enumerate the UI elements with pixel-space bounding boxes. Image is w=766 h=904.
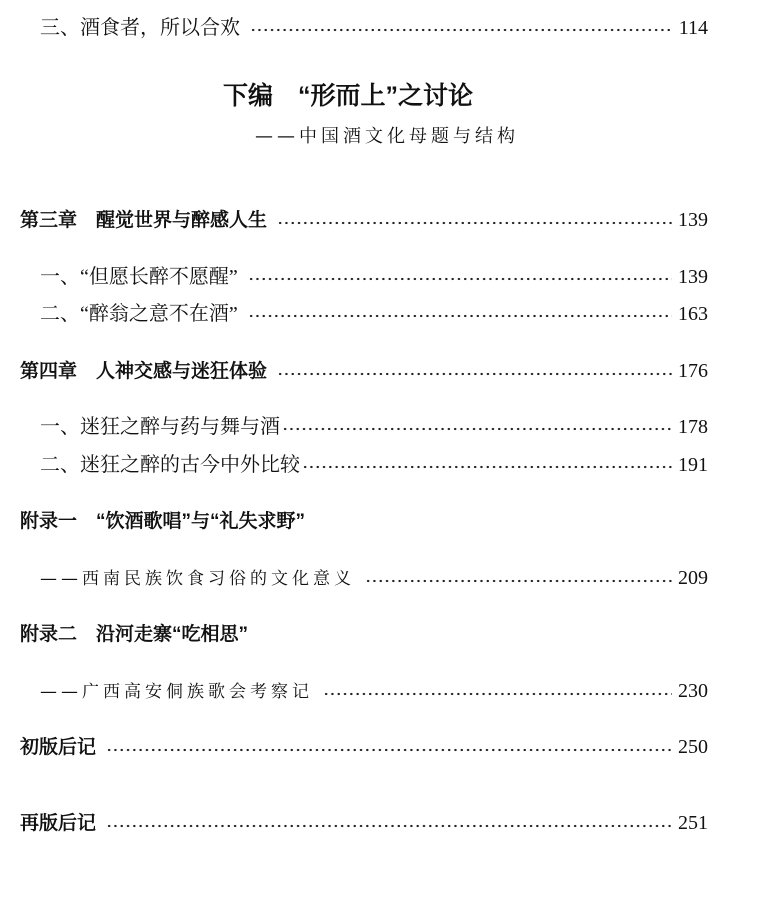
dot-leader: [282, 427, 672, 431]
toc-entry[interactable]: [40, 678, 708, 705]
dot-leader: [302, 465, 672, 469]
dot-leader: [250, 28, 673, 32]
toc-entry-page: 230: [678, 680, 708, 702]
toc-entry[interactable]: [40, 15, 708, 41]
dot-leader: [277, 221, 672, 225]
toc-entry[interactable]: [40, 565, 708, 592]
toc-entry-subtitle: ——西南民族饮食习俗的文化意义: [40, 569, 355, 589]
toc-entry-label: 二、迷狂之醉的古今中外比较: [40, 454, 300, 476]
toc-chapter-3[interactable]: [20, 207, 708, 234]
toc-chapter-4[interactable]: [20, 358, 708, 385]
toc-entry[interactable]: [40, 264, 708, 290]
dot-leader: [323, 692, 672, 696]
dot-leader: [365, 579, 672, 583]
toc-entry-page: 178: [678, 416, 708, 438]
toc-entry-page: 176: [678, 360, 708, 382]
toc-entry-page: 139: [678, 209, 708, 231]
dot-leader: [106, 824, 672, 828]
toc-entry[interactable]: [40, 452, 708, 478]
toc-entry-page: 191: [678, 454, 708, 476]
toc-entry-label: 一、迷狂之醉与药与舞与酒: [40, 416, 280, 438]
toc-entry-page: 163: [678, 303, 708, 325]
toc-entry-page: 139: [678, 266, 708, 288]
toc-entry-label: 附录二 沿河走寨“吃相思”: [20, 624, 249, 645]
toc-entry-page: 251: [678, 812, 708, 834]
toc-entry-label: 第三章 醒觉世界与醉感人生: [20, 210, 268, 231]
toc-entry-label: 三、酒食者，所以合欢: [40, 17, 240, 39]
part-subtitle: ——中国酒文化母题与结构: [255, 126, 519, 147]
toc-entry-label: 二、“醉翁之意不在酒”: [40, 303, 238, 325]
toc-entry[interactable]: [40, 414, 708, 440]
dot-leader: [277, 372, 672, 376]
toc-afterword-first[interactable]: [20, 734, 708, 761]
toc-entry-page: 114: [678, 17, 708, 39]
toc-entry-label: 附录一 “饮酒歌唱”与“礼失求野”: [20, 511, 306, 532]
dot-leader: [106, 748, 672, 752]
toc-appendix-1[interactable]: [20, 509, 708, 535]
toc-entry-page: 250: [678, 736, 708, 758]
toc-entry-label: 一、“但愿长醉不愿醒”: [40, 266, 238, 288]
toc-entry-label: 第四章 人神交感与迷狂体验: [20, 361, 268, 382]
toc-afterword-second[interactable]: [20, 810, 708, 837]
dot-leader: [248, 314, 672, 318]
toc-entry[interactable]: [40, 301, 708, 327]
toc-appendix-2[interactable]: [20, 622, 708, 648]
toc-entry-page: 209: [678, 567, 708, 589]
part-title: 下编 “形而上”之讨论: [223, 82, 474, 110]
toc-entry-label: 再版后记: [20, 813, 97, 834]
dot-leader: [248, 277, 672, 281]
toc-entry-subtitle: ——广西高安侗族歌会考察记: [40, 682, 313, 702]
toc-entry-label: 初版后记: [20, 737, 97, 758]
